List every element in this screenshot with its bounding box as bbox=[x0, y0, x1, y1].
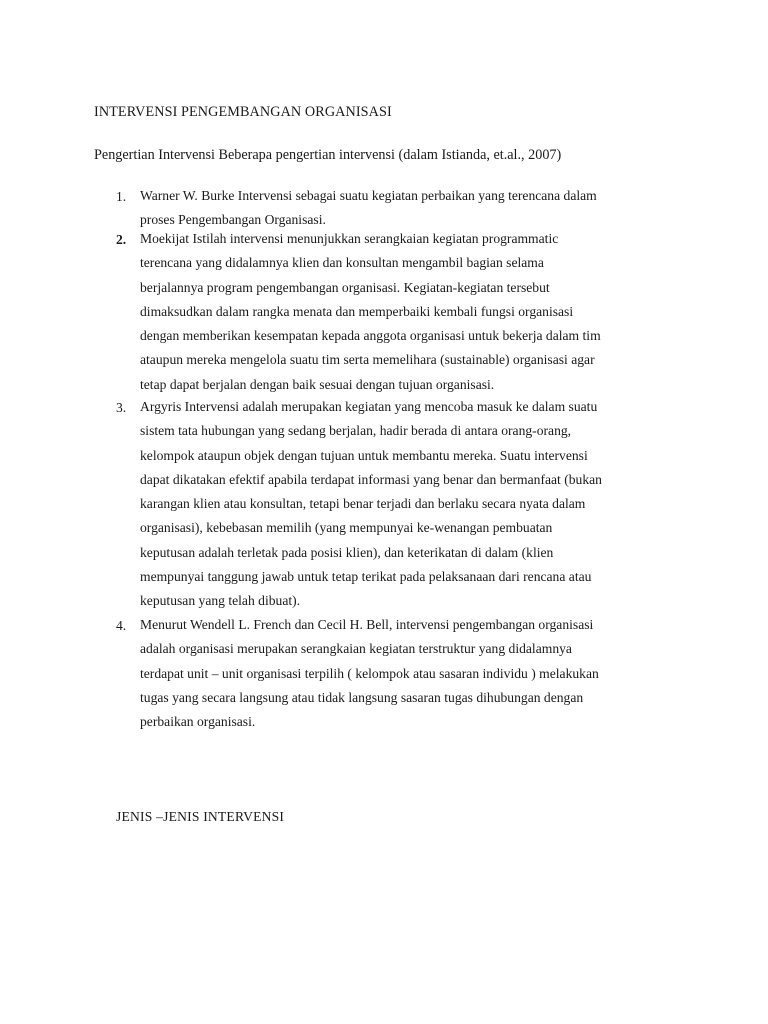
list-item-line: keputusan yang telah dibuat). bbox=[140, 593, 301, 609]
list-item-line: perbaikan organisasi. bbox=[140, 714, 256, 730]
list-item-number: 1. bbox=[116, 189, 127, 204]
list-item-text bbox=[140, 613, 700, 734]
list-item-line: dengan memberikan kesempatan kepada anggota organisasi untuk bekerja dalam tim bbox=[140, 328, 601, 344]
list-item-line: ataupun mereka mengelola suatu tim serta memelihara (sustainable) organisasi agar bbox=[140, 352, 595, 368]
list-item-number: 2. bbox=[116, 232, 127, 247]
list-item-line: tugas yang secara langsung atau tidak langsung sasaran tugas dihubungan dengan bbox=[140, 689, 584, 705]
list-item-text bbox=[140, 227, 700, 397]
list-item-line: dapat dikatakan efektif apabila terdapat informasi yang benar dan bermanfaat (bukan bbox=[140, 471, 602, 487]
list-item-line: kelompok ataupun objek dengan tujuan untuk membantu mereka. Suatu intervensi bbox=[140, 447, 588, 463]
list-item-line: Argyris Intervensi adalah merupakan kegiatan yang mencoba masuk ke dalam suatu bbox=[140, 399, 598, 414]
list-item-number: 3. bbox=[116, 400, 127, 415]
list-item-line: tetap dapat berjalan dengan baik sesuai dengan tujuan organisasi. bbox=[140, 376, 495, 392]
list-item-line: proses Pengembangan Organisasi. bbox=[140, 212, 326, 228]
list-item-line: organisasi), kebebasan memilih (yang mempunyai ke-wenangan pembuatan bbox=[140, 520, 553, 536]
list-item-line: keputusan adalah terletak pada posisi klien), dan keterikatan di dalam (klien bbox=[140, 544, 554, 560]
list-item-text bbox=[140, 395, 700, 614]
document-title: INTERVENSI PENGEMBANGAN ORGANISASI bbox=[94, 104, 392, 120]
list-item-number: 4. bbox=[116, 618, 127, 633]
list-item-line: Moekijat Istilah intervensi menunjukkan serangkaian kegiatan programmatic bbox=[140, 231, 559, 246]
list-item-line: Warner W. Burke Intervensi sebagai suatu kegiatan perbaikan yang terencana dalam bbox=[140, 188, 597, 203]
list-item-line: mempunyai tanggung jawab untuk tetap terikat pada pelaksanaan dari rencana atau bbox=[140, 569, 592, 585]
list-item-line: adalah organisasi merupakan serangkaian kegiatan terstruktur yang didalamnya bbox=[140, 641, 572, 657]
list-item-line: karangan klien atau konsultan, tetapi benar terjadi dan berlaku secara nyata dalam bbox=[140, 496, 586, 512]
list-item-line: berjalannya program pengembangan organisasi. Kegiatan-kegiatan tersebut bbox=[140, 279, 550, 295]
list-item-line: dimaksudkan dalam rangka menata dan memperbaiki kembali fungsi organisasi bbox=[140, 303, 574, 319]
list-item-line: terencana yang didalamnya klien dan konsultan mengambil bagian selama bbox=[140, 255, 544, 271]
section-heading: JENIS –JENIS INTERVENSI bbox=[116, 809, 285, 824]
list-item-line: terdapat unit – unit organisasi terpilih ( kelompok atau sasaran individu ) melakukan bbox=[140, 665, 599, 681]
list-item-text bbox=[140, 184, 700, 233]
list-item-line: Menurut Wendell L. French dan Cecil H. Bell, intervensi pengembangan organisasi bbox=[140, 617, 594, 632]
list-item-line: sistem tata hubungan yang sedang berjalan, hadir berada di antara orang-orang, bbox=[140, 423, 572, 439]
intro-paragraph: Pengertian Intervensi Beberapa pengertian intervensi (dalam Istianda, et.al., 2007) bbox=[94, 147, 562, 163]
